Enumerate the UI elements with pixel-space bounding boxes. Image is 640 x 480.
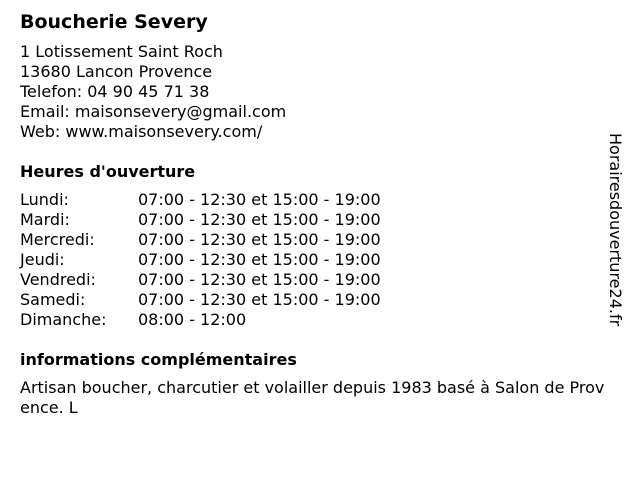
business-card <box>20 10 610 418</box>
day-label: Mardi: <box>20 210 70 229</box>
contact-block <box>20 42 610 142</box>
day-label: Vendredi: <box>20 270 96 289</box>
email-text: Email: maisonsevery@gmail.com <box>20 102 287 121</box>
time-value: 07:00 - 12:30 et 15:00 - 19:00 <box>138 290 381 309</box>
hours-heading: Heures d'ouverture <box>20 162 196 181</box>
day-label: Mercredi: <box>20 230 95 249</box>
info-description: Artisan boucher, charcutier et volailler depuis 1983 basé à Salon de Provence. L <box>20 378 605 417</box>
website-text: Web: www.maisonsevery.com/ <box>20 122 263 141</box>
time-value: 07:00 - 12:30 et 15:00 - 19:00 <box>138 230 381 249</box>
time-value: 07:00 - 12:30 et 15:00 - 19:00 <box>138 250 381 269</box>
hours-row-lundi <box>20 190 610 210</box>
day-label: Samedi: <box>20 290 86 309</box>
day-label: Dimanche: <box>20 310 107 329</box>
hours-table <box>20 190 610 330</box>
day-label: Lundi: <box>20 190 69 209</box>
hours-row-mercredi <box>20 230 610 250</box>
time-value: 07:00 - 12:30 et 15:00 - 19:00 <box>138 190 381 209</box>
hours-row-mardi <box>20 210 610 230</box>
phone-text: Telefon: 04 90 45 71 38 <box>20 82 210 101</box>
time-value: 07:00 - 12:30 et 15:00 - 19:00 <box>138 270 381 289</box>
address-city: 13680 Lancon Provence <box>20 62 213 81</box>
info-heading: informations complémentaires <box>20 350 297 369</box>
hours-row-jeudi <box>20 250 610 270</box>
time-value: 07:00 - 12:30 et 15:00 - 19:00 <box>138 210 381 229</box>
hours-row-vendredi <box>20 270 610 290</box>
hours-row-samedi <box>20 290 610 310</box>
day-label: Jeudi: <box>20 250 65 269</box>
time-value: 08:00 - 12:00 <box>138 310 247 329</box>
address-street: 1 Lotissement Saint Roch <box>20 42 223 61</box>
hours-row-dimanche <box>20 310 610 330</box>
business-name: Boucherie Severy <box>20 11 208 33</box>
site-watermark: Horairesdouverture24.fr <box>606 133 625 327</box>
